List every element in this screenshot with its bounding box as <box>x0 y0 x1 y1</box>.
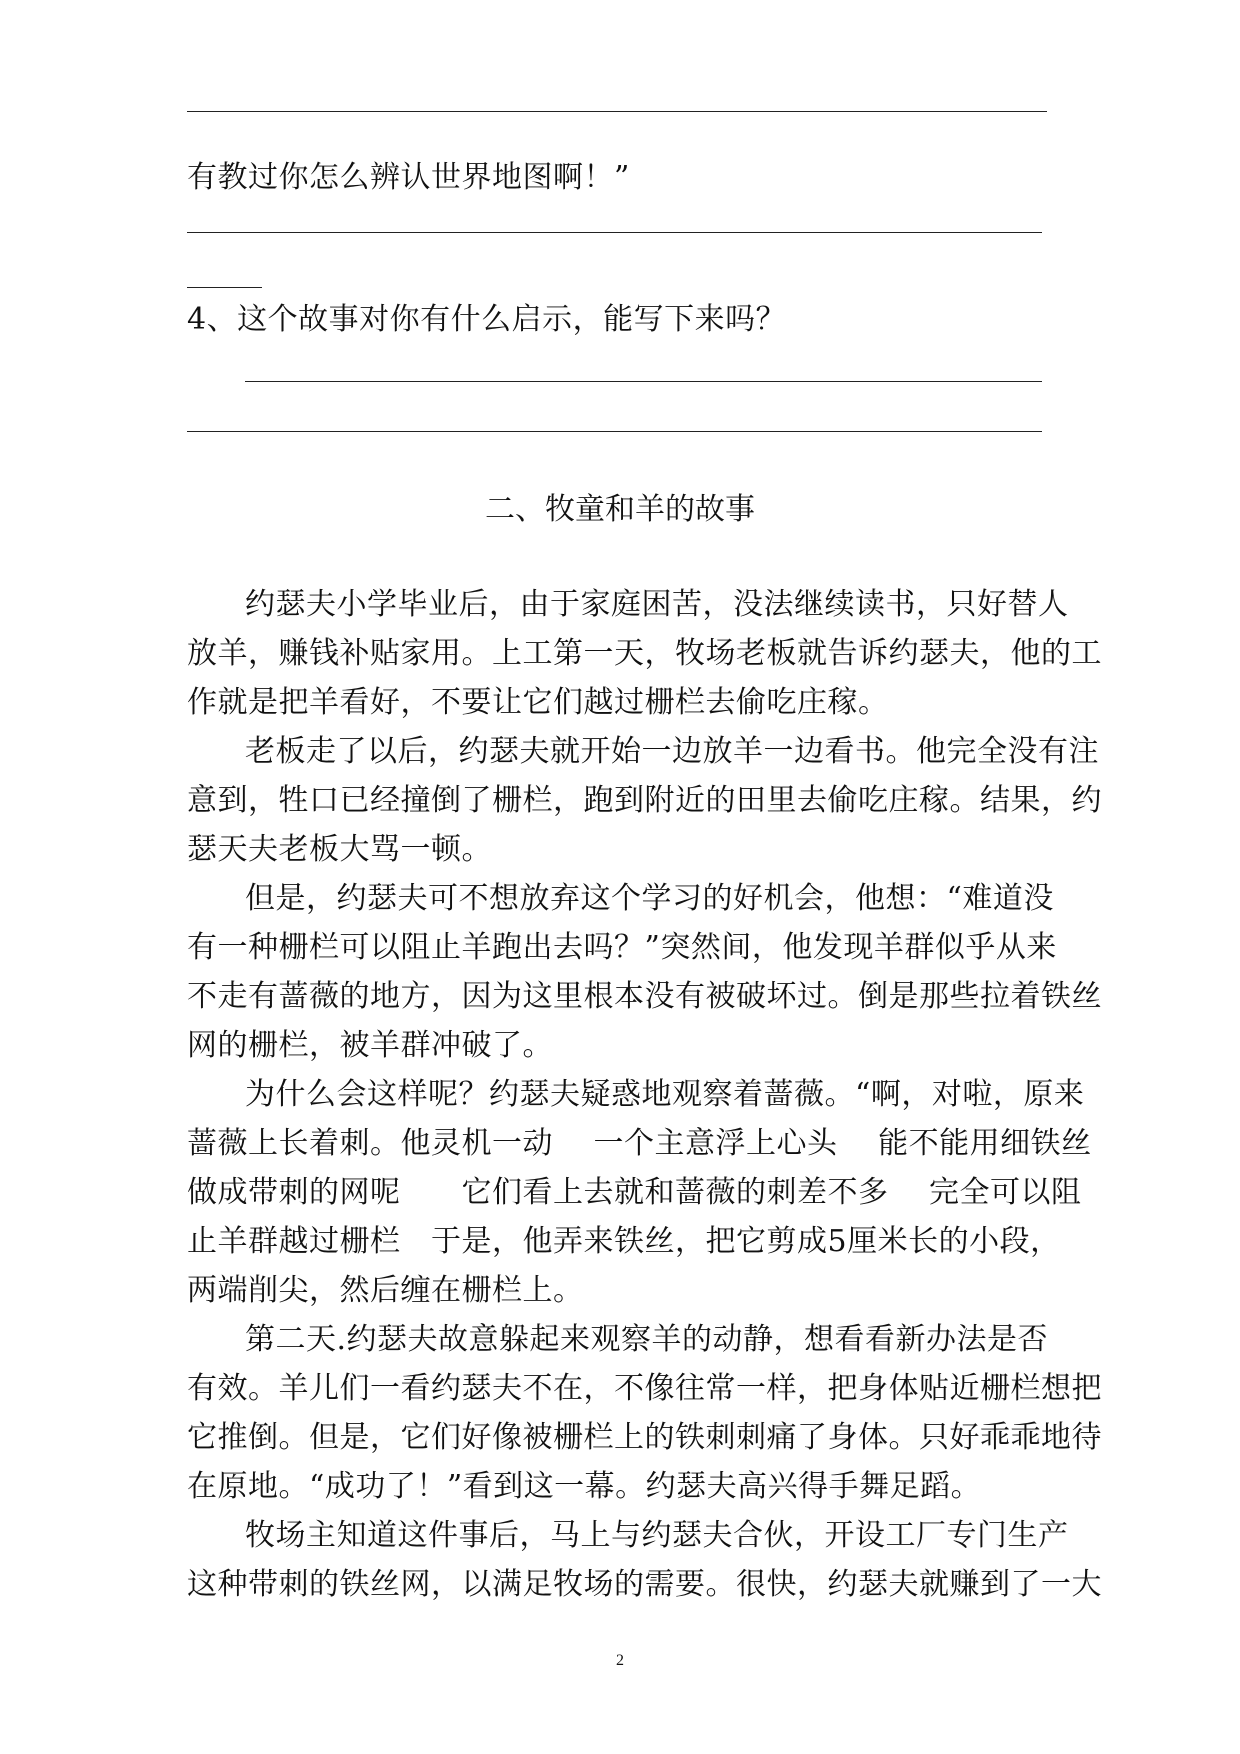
story-line: 有一种栅栏可以阻止羊跑出去吗？”突然间，他发现羊群似乎从来 <box>187 930 1057 965</box>
answer-blank-line <box>187 232 1042 233</box>
story-line: 在原地。“成功了！”看到这一幕。约瑟夫高兴得手舞足蹈。 <box>187 1469 982 1504</box>
story-line: 不走有蔷薇的地方，因为这里根本没有被破坏过。倒是那些拉着铁丝 <box>187 979 1102 1014</box>
answer-text-tail: 有教过你怎么辨认世界地图啊！” <box>187 160 630 195</box>
story-line: 两端削尖，然后缠在栅栏上。 <box>187 1273 584 1308</box>
story-line: 做成带刺的网呢 它们看上去就和蔷薇的刺差不多 完全可以阻 <box>187 1175 1082 1210</box>
story-line: 瑟天夫老板大骂一顿。 <box>187 832 492 867</box>
story-line: 约瑟夫小学毕业后，由于家庭困苦，没法继续读书，只好替人 <box>245 587 1069 622</box>
story-line: 为什么会这样呢？约瑟夫疑惑地观察着蔷薇。“啊，对啦，原来 <box>245 1077 1085 1112</box>
question-4: 4、这个故事对你有什么启示，能写下来吗？ <box>187 302 787 337</box>
answer-blank-line <box>187 111 1047 112</box>
answer-blank-line <box>187 431 1042 432</box>
story-title: 二、牧童和羊的故事 <box>485 492 755 527</box>
story-line: 有效。羊儿们一看约瑟夫不在，不像往常一样，把身体贴近栅栏想把 <box>187 1371 1102 1406</box>
page-number: 2 <box>616 1652 624 1669</box>
story-line: 这种带刺的铁丝网，以满足牧场的需要。很快，约瑟夫就赚到了一大 <box>187 1567 1102 1602</box>
answer-blank-line <box>245 381 1042 382</box>
story-line: 作就是把羊看好，不要让它们越过栅栏去偷吃庄稼。 <box>187 685 889 720</box>
story-line: 蔷薇上长着刺。他灵机一动 一个主意浮上心头 能不能用细铁丝 <box>187 1126 1092 1161</box>
story-line: 它推倒。但是，它们好像被栅栏上的铁刺刺痛了身体。只好乖乖地待 <box>187 1420 1102 1455</box>
story-line: 止羊群越过栅栏 于是，他弄来铁丝，把它剪成5厘米长的小段， <box>187 1224 1061 1259</box>
story-line: 意到，牲口已经撞倒了栅栏，跑到附近的田里去偷吃庄稼。结果，约 <box>187 783 1102 818</box>
answer-blank-line-short <box>187 287 262 288</box>
story-line: 老板走了以后，约瑟夫就开始一边放羊一边看书。他完全没有注 <box>245 734 1099 769</box>
story-line: 网的栅栏，被羊群冲破了。 <box>187 1028 553 1063</box>
story-line: 放羊，赚钱补贴家用。上工第一天，牧场老板就告诉约瑟夫，他的工 <box>187 636 1102 671</box>
story-line: 但是，约瑟夫可不想放弃这个学习的好机会，他想：“难道没 <box>245 881 1054 916</box>
story-line: 牧场主知道这件事后，马上与约瑟夫合伙，开设工厂专门生产 <box>245 1518 1069 1553</box>
story-line: 第二天.约瑟夫故意躲起来观察羊的动静，想看看新办法是否 <box>245 1322 1049 1357</box>
